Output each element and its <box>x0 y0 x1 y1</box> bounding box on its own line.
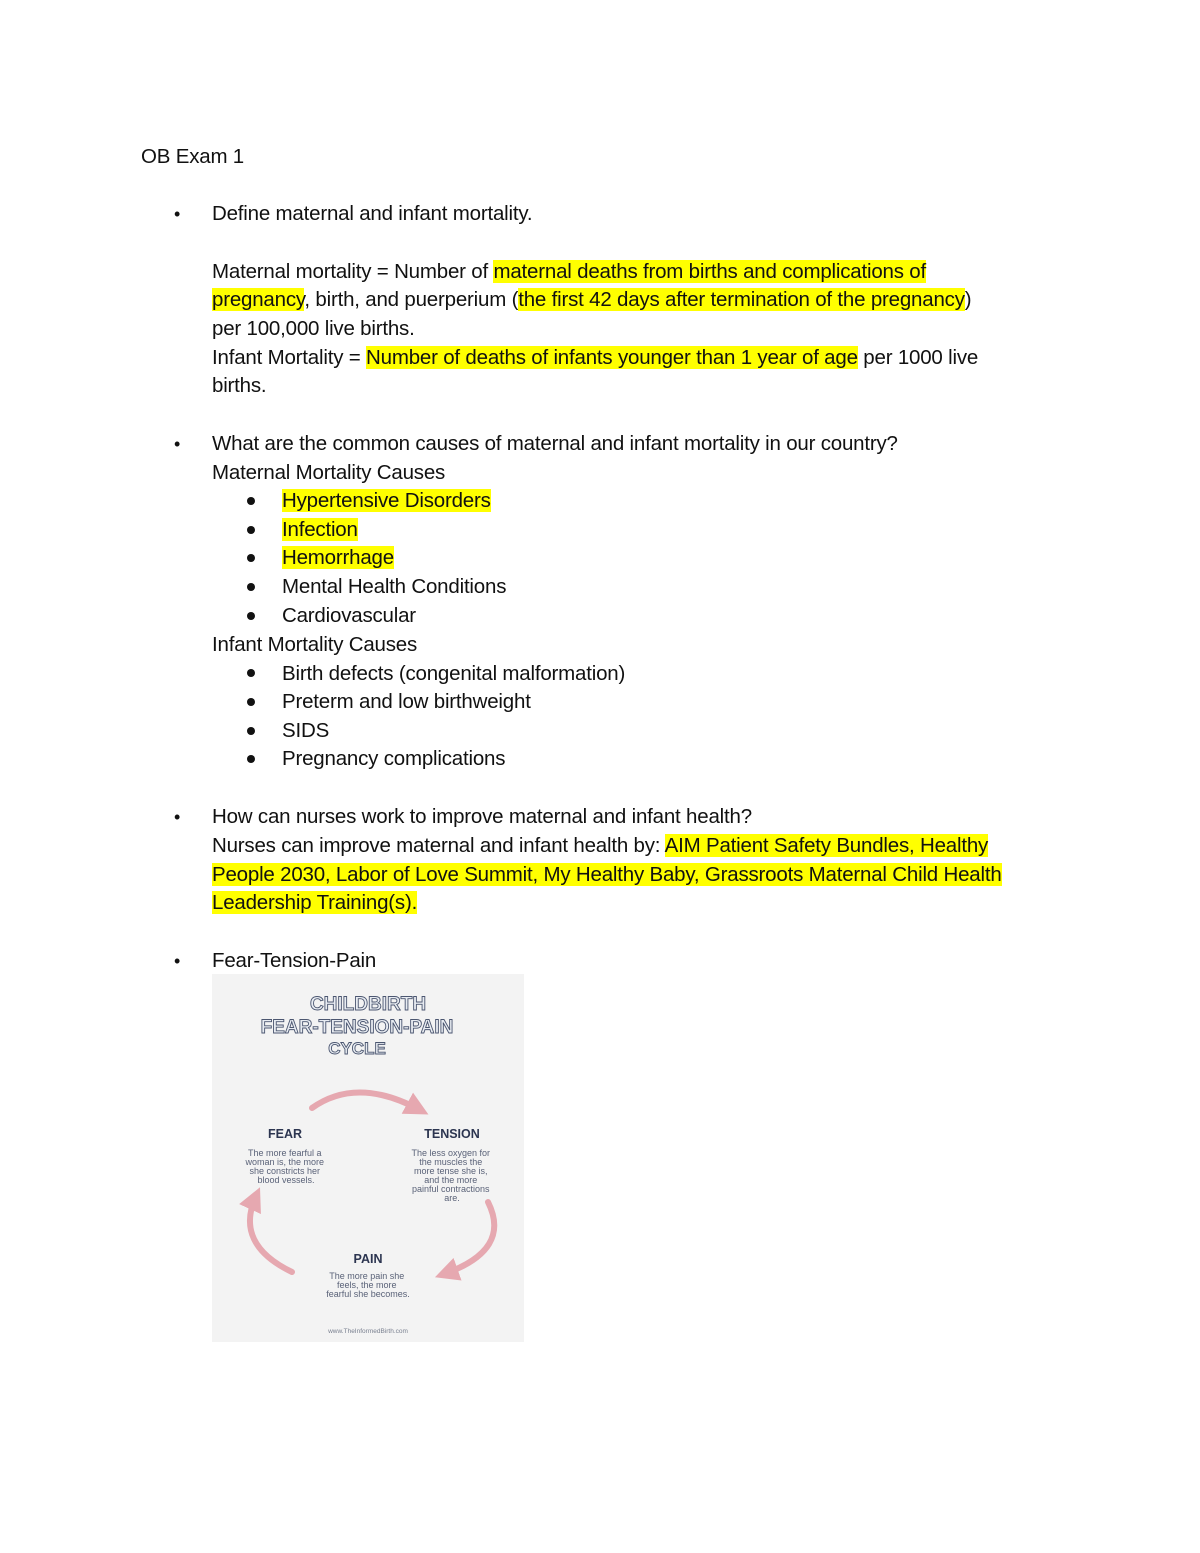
bullet-q1: • <box>174 204 181 224</box>
maternal-cause-item: Hypertensive Disorders <box>282 489 491 512</box>
q3-question: How can nurses work to improve maternal and infant health? <box>212 805 752 828</box>
fear-description: The more fearful a woman is, the more she constricts her blood vessels. <box>245 1148 325 1185</box>
list-bullet <box>247 612 255 620</box>
maternal-cause-item: Infection <box>282 518 358 541</box>
maternal-mortality-line-1: Maternal mortality = Number of maternal deaths from births and complications of <box>212 260 926 283</box>
q2-question: What are the common causes of maternal and infant mortality in our country? <box>212 432 898 455</box>
q4-heading: Fear-Tension-Pain <box>212 949 377 972</box>
figure-title-line-1: CHILDBIRTH <box>309 994 427 1015</box>
q3-answer-line-3: Leadership Training(s). <box>212 891 418 914</box>
list-bullet <box>247 526 255 534</box>
maternal-cause-item: Mental Health Conditions <box>282 575 507 598</box>
list-bullet <box>247 497 255 505</box>
list-bullet <box>247 669 255 677</box>
maternal-cause-item: Hemorrhage <box>282 546 394 569</box>
figure-footer-url: www.TheInformedBirth.com <box>328 1328 408 1335</box>
infant-cause-item: Pregnancy complications <box>282 747 506 770</box>
tension-label: TENSION <box>424 1127 480 1141</box>
pain-label: PAIN <box>353 1252 383 1266</box>
infant-cause-item: Preterm and low birthweight <box>282 690 531 713</box>
list-bullet <box>247 583 255 591</box>
document-title: OB Exam 1 <box>141 145 245 168</box>
fear-tension-pain-figure <box>212 974 524 1342</box>
cycle-diagram <box>212 974 524 1342</box>
list-bullet <box>247 727 255 735</box>
maternal-cause-item: Cardiovascular <box>282 604 416 627</box>
figure-title-line-3: CYCLE <box>328 1039 386 1058</box>
infant-cause-item: Birth defects (congenital malformation) <box>282 662 626 685</box>
bullet-q3: • <box>174 807 181 827</box>
fear-label: FEAR <box>267 1127 303 1141</box>
list-bullet <box>247 755 255 763</box>
q1-question: Define maternal and infant mortality. <box>212 202 533 225</box>
infant-mortality-line-2: births. <box>212 374 267 397</box>
maternal-mortality-line-3: per 100,000 live births. <box>212 317 415 340</box>
figure-title-line-2: FEAR-TENSION-PAIN <box>260 1017 454 1038</box>
bullet-q2: • <box>174 434 181 454</box>
infant-cause-item: SIDS <box>282 719 330 742</box>
maternal-mortality-line-2: pregnancy, birth, and puerperium (the first 42 days after termination of the pregnancy) <box>212 288 972 311</box>
list-bullet <box>247 554 255 562</box>
maternal-causes-heading: Maternal Mortality Causes <box>212 461 446 484</box>
infant-causes-heading: Infant Mortality Causes <box>212 633 418 656</box>
q3-answer-line-1: Nurses can improve maternal and infant health by: AIM Patient Safety Bundles, Healthy <box>212 834 989 857</box>
q3-answer-line-2: People 2030, Labor of Love Summit, My Healthy Baby, Grassroots Maternal Child Health <box>212 863 1002 886</box>
pain-description: The more pain she feels, the more fearful she becomes. <box>326 1271 410 1299</box>
tension-description: The less oxygen for the muscles the more tense she is, and the more painful contractions are. <box>411 1148 491 1203</box>
bullet-q4: • <box>174 951 181 971</box>
infant-mortality-line-1: Infant Mortality = Number of deaths of infants younger than 1 year of age per 1000 live <box>212 346 979 369</box>
list-bullet <box>247 698 255 706</box>
